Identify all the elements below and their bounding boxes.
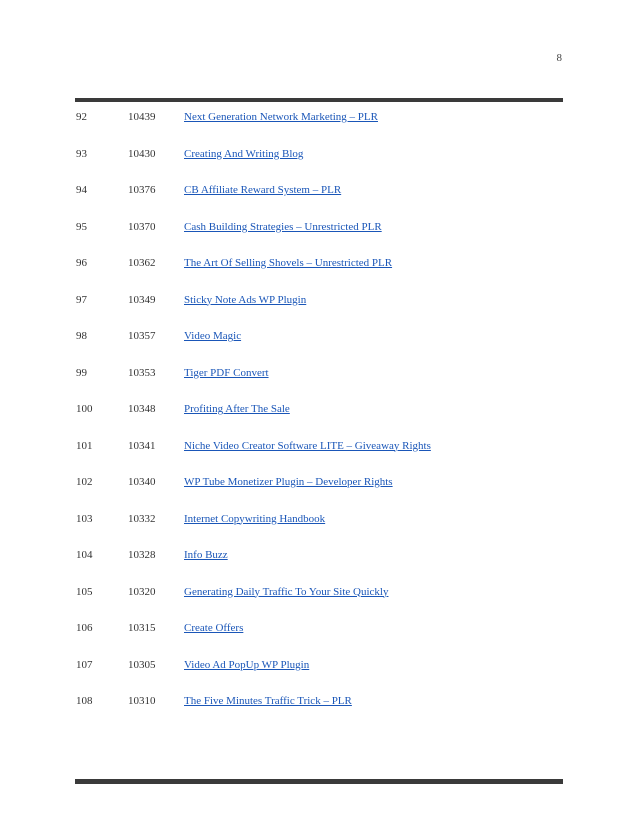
product-id: 10315 xyxy=(128,622,156,634)
row-number: 92 xyxy=(76,111,87,123)
list-item xyxy=(75,694,563,731)
product-id: 10348 xyxy=(128,403,156,415)
product-id: 10320 xyxy=(128,585,156,598)
product-link[interactable]: Info Buzz xyxy=(184,549,228,561)
list-item xyxy=(75,512,563,549)
row-number: 98 xyxy=(76,330,87,342)
product-id: 10353 xyxy=(128,366,156,379)
product-id: 10332 xyxy=(128,512,156,525)
list-item xyxy=(75,402,563,439)
product-link[interactable]: The Five Minutes Traffic Trick – PLR xyxy=(184,695,352,707)
product-link[interactable]: Generating Daily Traffic To Your Site Quickly xyxy=(184,585,389,598)
row-number: 105 xyxy=(76,585,93,598)
bottom-divider xyxy=(75,779,563,784)
product-id: 10370 xyxy=(128,220,156,233)
row-number: 94 xyxy=(76,184,87,196)
product-link[interactable]: Sticky Note Ads WP Plugin xyxy=(184,293,307,306)
list-item xyxy=(75,658,563,695)
row-number: 99 xyxy=(76,366,87,379)
product-link[interactable]: Video Ad PopUp WP Plugin xyxy=(184,658,310,671)
product-id: 10362 xyxy=(128,257,156,269)
row-number: 95 xyxy=(76,220,87,233)
row-number: 104 xyxy=(76,549,93,561)
row-number: 107 xyxy=(76,658,93,671)
list-item xyxy=(75,621,563,658)
product-link[interactable]: Cash Building Strategies – Unrestricted PLR xyxy=(184,220,382,233)
product-list xyxy=(75,110,563,731)
list-item xyxy=(75,366,563,403)
product-link[interactable]: Next Generation Network Marketing – PLR xyxy=(184,111,378,123)
list-item xyxy=(75,147,563,184)
product-link[interactable]: The Art Of Selling Shovels – Unrestricted PLR xyxy=(184,257,393,269)
row-number: 102 xyxy=(76,476,93,488)
list-item xyxy=(75,548,563,585)
list-item xyxy=(75,183,563,220)
product-id: 10341 xyxy=(128,439,156,452)
row-number: 100 xyxy=(76,403,93,415)
row-number: 108 xyxy=(76,695,93,707)
product-id: 10328 xyxy=(128,549,156,561)
top-divider xyxy=(75,98,563,102)
product-id: 10340 xyxy=(128,476,156,488)
product-link[interactable]: Niche Video Creator Software LITE – Giveaway Rights xyxy=(184,439,431,452)
product-link[interactable]: CB Affiliate Reward System – PLR xyxy=(184,184,342,196)
product-link[interactable]: Video Magic xyxy=(184,330,242,342)
product-id: 10305 xyxy=(128,658,156,671)
row-number: 106 xyxy=(76,622,93,634)
product-id: 10310 xyxy=(128,695,156,707)
list-item xyxy=(75,256,563,293)
list-item xyxy=(75,439,563,476)
product-id: 10349 xyxy=(128,293,156,306)
row-number: 96 xyxy=(76,257,87,269)
list-item xyxy=(75,475,563,512)
product-id: 10376 xyxy=(128,184,156,196)
product-link[interactable]: Creating And Writing Blog xyxy=(184,147,304,160)
list-item xyxy=(75,110,563,147)
page-number: 8 xyxy=(556,52,562,64)
list-item xyxy=(75,293,563,330)
row-number: 97 xyxy=(76,293,87,306)
product-id: 10439 xyxy=(128,111,156,123)
product-id: 10430 xyxy=(128,147,156,160)
product-link[interactable]: Profiting After The Sale xyxy=(184,403,290,415)
list-item xyxy=(75,220,563,257)
product-id: 10357 xyxy=(128,330,156,342)
list-item xyxy=(75,329,563,366)
product-link[interactable]: Internet Copywriting Handbook xyxy=(184,512,326,525)
product-link[interactable]: Tiger PDF Convert xyxy=(184,366,269,379)
row-number: 103 xyxy=(76,512,93,525)
product-link[interactable]: Create Offers xyxy=(184,622,244,634)
product-link[interactable]: WP Tube Monetizer Plugin – Developer Rights xyxy=(184,476,393,488)
row-number: 101 xyxy=(76,439,93,452)
row-number: 93 xyxy=(76,147,87,160)
list-item xyxy=(75,585,563,622)
